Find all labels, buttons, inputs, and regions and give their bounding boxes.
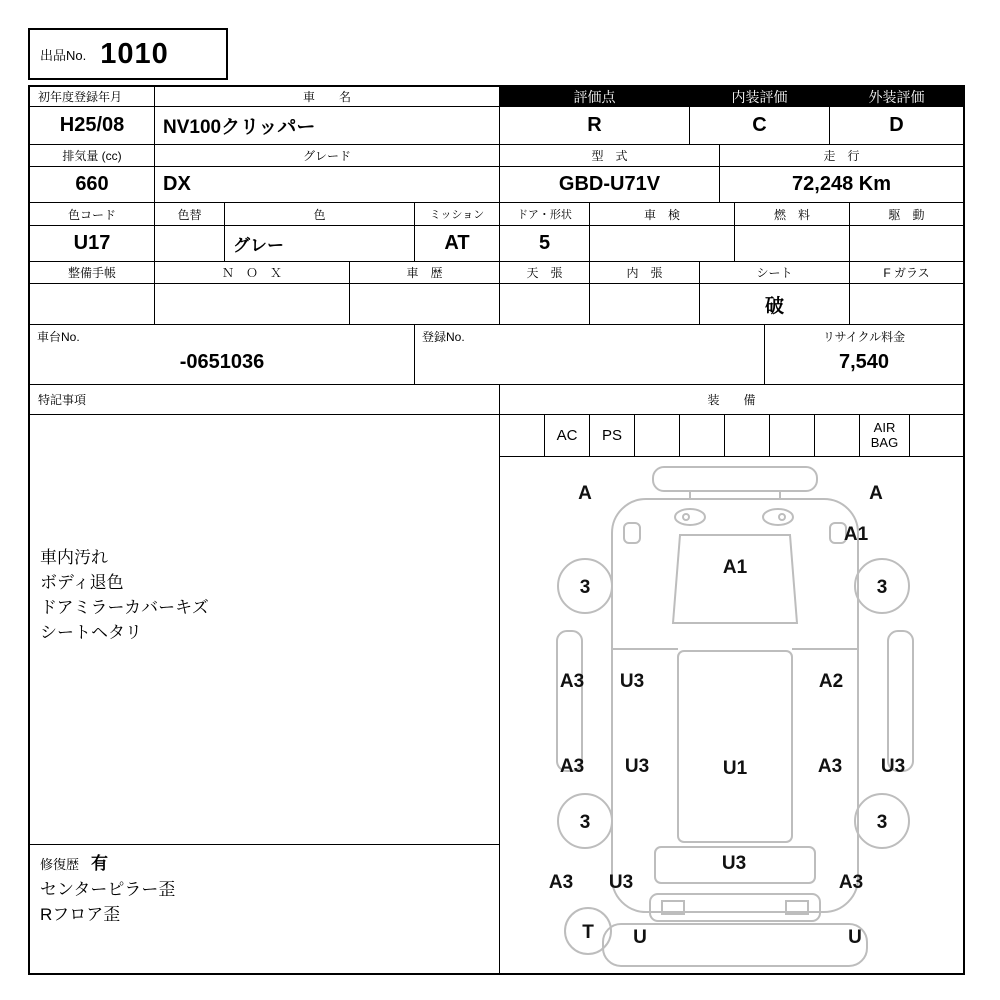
lot-number-box [28,28,228,80]
damage-mark: A1 [722,557,748,578]
repair-history-label: 修復歴 [40,857,80,872]
damage-mark: U1 [722,758,748,779]
repair-note-line: Rフロア歪 [40,905,121,924]
damage-mark: U [633,927,647,948]
registration-no-label: 登録No. [422,330,465,344]
model-code-header: 型 式 [500,145,720,167]
special-note-line: ボディ退色 [40,573,124,592]
displacement-value: 660 [30,167,155,203]
service-book-value [30,284,155,325]
equipment-cell-4 [680,415,725,457]
color-code-value: U17 [30,226,155,262]
headliner-header: 天 張 [500,262,590,284]
exterior-grade-value: D [830,107,963,145]
interior-trim-value [590,284,700,325]
door-shape-header: ドア・形状 [500,203,590,226]
damage-mark: A3 [838,872,864,893]
chassis-no-value: -0651036 [179,351,265,373]
recycle-fee-label: リサイクル料金 [822,330,906,344]
main-table [28,85,965,975]
front-glass-value [850,284,963,325]
damage-mark: U3 [624,756,650,777]
equipment-cell-ac: AC [545,415,590,457]
damage-mark: T [582,922,594,943]
grade-value: DX [155,167,500,203]
equipment-cell-5 [725,415,770,457]
nox-value [155,284,350,325]
damage-mark: 3 [876,577,888,598]
fuel-value [735,226,850,262]
damage-mark: U3 [619,671,645,692]
inspection-value [590,226,735,262]
repair-history-head [40,851,489,877]
drive-value [850,226,963,262]
equipment-cell-6 [770,415,815,457]
equipment-cell-9 [910,415,963,457]
damage-mark: A2 [818,671,844,692]
chassis-no-label: 車台No. [37,330,80,344]
repair-history-value: 有 [91,854,109,873]
special-note-line: 車内汚れ [40,548,108,567]
special-note-line: ドアミラーカバーキズ [40,598,209,617]
equipment-cell-ps: PS [590,415,635,457]
mileage-value: 72,248 Km [720,167,963,203]
reg-date-value: H25/08 [30,107,155,145]
transmission-value: AT [415,226,500,262]
interior-grade-header: 内装評価 [690,87,830,107]
damage-mark: 3 [579,812,591,833]
lot-number-label: 出品No. [40,47,87,63]
damage-mark: U3 [721,853,747,874]
displacement-header: 排気量 (cc) [30,145,155,167]
special-notes-header: 特記事項 [30,385,500,415]
mileage-header: 走 行 [720,145,963,167]
headliner-value [500,284,590,325]
damage-mark: A3 [559,671,585,692]
damage-mark: A3 [817,756,843,777]
registration-no-cell [415,325,765,385]
damage-marks [549,483,905,948]
damage-mark: U3 [608,872,634,893]
score-value: R [500,107,690,145]
equipment-cell-3 [635,415,680,457]
grade-header: グレード [155,145,500,167]
damage-mark: A3 [548,872,574,893]
damage-mark: U [848,927,862,948]
score-header: 評価点 [500,87,690,107]
damage-mark: A [869,483,883,504]
special-note-line: シートヘタリ [40,623,142,642]
equipment-header: 装 備 [500,385,963,415]
color-value: グレー [225,226,415,262]
interior-trim-header: 内 張 [590,262,700,284]
drive-header: 駆 動 [850,203,963,226]
recycle-fee-cell [765,325,963,385]
inspection-header: 車 検 [590,203,735,226]
fuel-header: 燃 料 [735,203,850,226]
nox-header: Ｎ Ｏ Ｘ [155,262,350,284]
chassis-no-cell [30,325,415,385]
seat-value: 破 [700,284,850,325]
color-header: 色 [225,203,415,226]
reg-date-header: 初年度登録年月 [30,87,155,107]
damage-mark: 3 [579,577,591,598]
recycle-fee-value: 7,540 [838,351,890,373]
history-header: 車 歴 [350,262,500,284]
damage-mark: A3 [559,756,585,777]
history-value [350,284,500,325]
door-shape-value: 5 [500,226,590,262]
damage-mark: A1 [843,524,869,545]
seat-header: シート [700,262,850,284]
color-change-header: 色替 [155,203,225,226]
model-code-value: GBD-U71V [500,167,720,203]
repair-history-cell [30,845,500,973]
repair-note-line: センターピラー歪 [40,880,176,899]
damage-mark: 3 [876,812,888,833]
color-code-header: 色コード [30,203,155,226]
service-book-header: 整備手帳 [30,262,155,284]
car-name-header: 車 名 [155,87,500,107]
exterior-grade-header: 外装評価 [830,87,963,107]
damage-mark: A [578,483,592,504]
front-glass-header: F ガラス [850,262,963,284]
color-change-value [155,226,225,262]
damage-mark: U3 [880,756,906,777]
car-diagram [500,457,963,973]
transmission-header: ミッション [415,203,500,226]
car-diagram-cell [500,457,963,973]
lot-number-value: 1010 [100,37,169,70]
equipment-cell-0 [500,415,545,457]
interior-grade-value: C [690,107,830,145]
car-name-value: NV100クリッパー [155,107,500,145]
special-notes-cell [30,415,500,845]
equipment-cell-airbag: AIR BAG [860,415,910,457]
equipment-cell-7 [815,415,860,457]
